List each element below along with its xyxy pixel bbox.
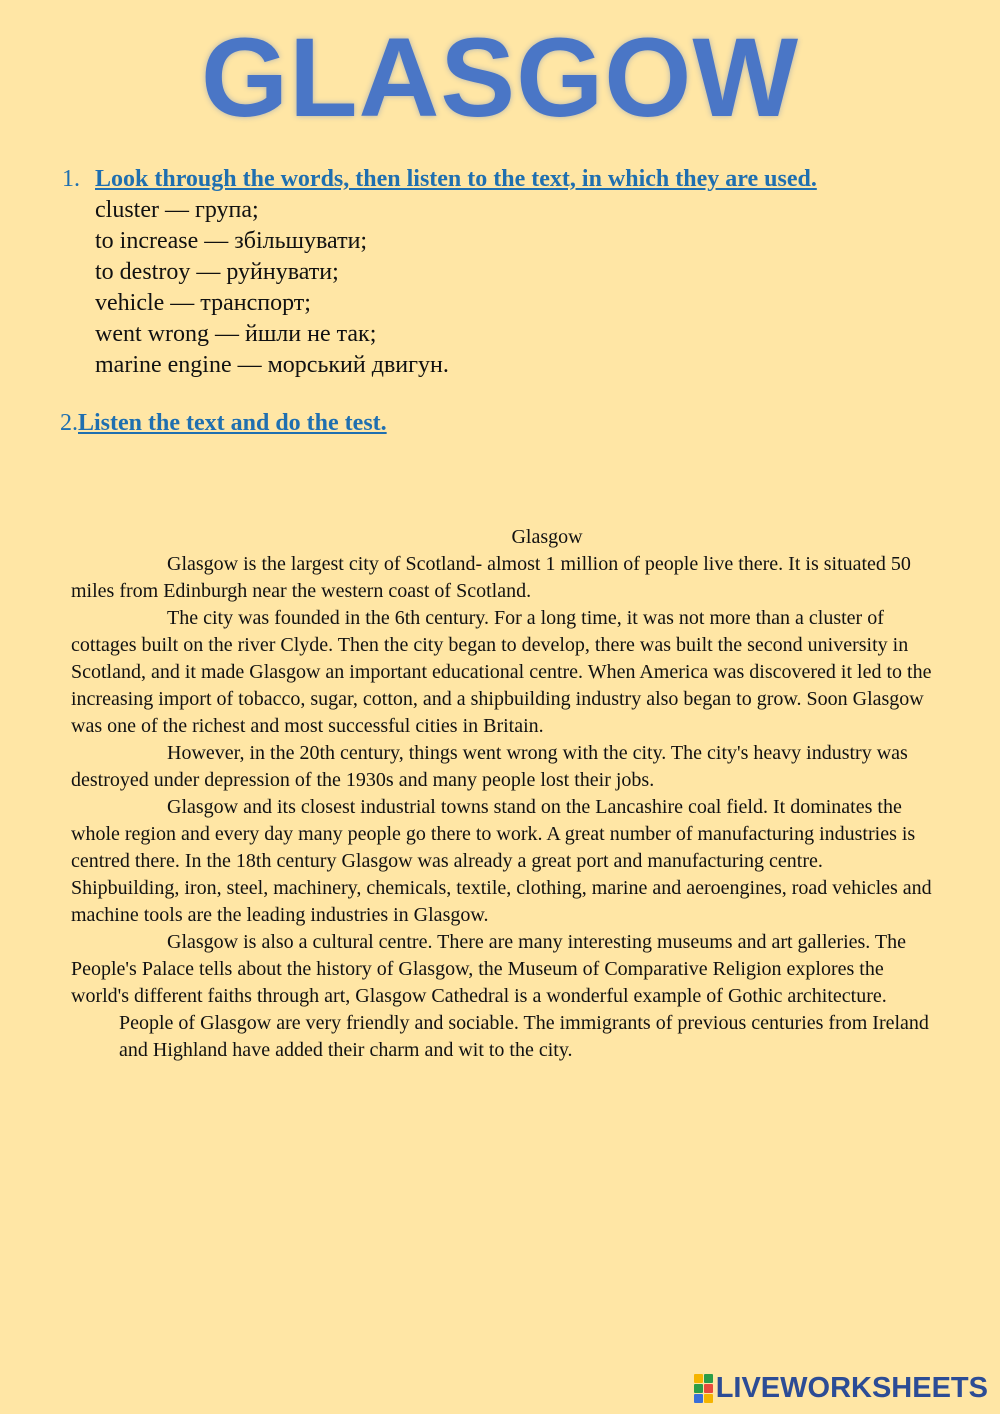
reading-paragraph: People of Glasgow are very friendly and sociable. The immigrants of previous centuries from Ireland and Highland have added their charm and wit to the city. bbox=[119, 1012, 929, 1061]
task-2-instruction-link[interactable]: Listen the text and do the test. bbox=[78, 410, 387, 436]
reading-paragraph: The city was founded in the 6th century. For a long time, it was not more than a cluster of cottages built on the river Clyde. Then the city began to develop, there was built the second university in Scotland, and it made Glasgow an important educational centre. When America was discovered it led to the increasing import of tobacco, sugar, cotton, and a shipbuilding industry also began to grow. Soon Glasgow was one of the richest and most successful cities in Britain. bbox=[71, 607, 932, 737]
task-1 bbox=[62, 164, 817, 381]
reading-text bbox=[71, 551, 933, 1064]
task-2 bbox=[60, 408, 387, 439]
reading-title: Glasgow bbox=[511, 526, 583, 548]
task-1-number: 1. bbox=[62, 166, 80, 192]
logo-square bbox=[694, 1384, 703, 1393]
logo-square bbox=[694, 1374, 703, 1383]
vocabulary-item: marine engine — морський двигун. bbox=[95, 352, 449, 378]
vocabulary-item: went wrong — йшли не так; bbox=[95, 321, 377, 347]
logo-square bbox=[704, 1374, 713, 1383]
task-1-instruction-link[interactable]: Look through the words, then listen to the text, in which they are used. bbox=[95, 166, 817, 192]
logo-square bbox=[704, 1394, 713, 1403]
task-1-heading bbox=[62, 164, 817, 195]
vocabulary-list bbox=[62, 195, 817, 381]
logo-square bbox=[704, 1384, 713, 1393]
logo-square bbox=[694, 1394, 703, 1403]
vocabulary-item: vehicle — транспорт; bbox=[95, 290, 311, 316]
reading-paragraph: Glasgow is the largest city of Scotland- almost 1 million of people live there. It is situated 50 miles from Edinburgh near the western coast of Scotland. bbox=[71, 553, 911, 602]
reading-paragraph: Glasgow is also a cultural centre. There are many interesting museums and art galleries. The People's Palace tells about the history of Glasgow, the Museum of Comparative Religion explores the world's different faiths through art, Glasgow Cathedral is a wonderful example of Gothic architecture. bbox=[71, 931, 907, 1007]
liveworksheets-logo[interactable] bbox=[694, 1372, 988, 1405]
vocabulary-item: cluster — група; bbox=[95, 197, 259, 223]
page-title: GLASGOW bbox=[200, 15, 800, 140]
vocabulary-item: to destroy — руйнувати; bbox=[95, 259, 339, 285]
vocabulary-item: to increase — збільшувати; bbox=[95, 228, 368, 254]
reading-paragraph: However, in the 20th century, things went wrong with the city. The city's heavy industry was destroyed under depression of the 1930s and many people lost their jobs. bbox=[71, 742, 908, 791]
reading-paragraph: Glasgow and its closest industrial towns stand on the Lancashire coal field. It dominates the whole region and every day many people go there to work. A great number of manufacturing industries is centred there. In the 18th century Glasgow was already a great port and manufacturing centre. Shipbuilding, iron, steel, machinery, chemicals, textile, clothing, marine and aeroengines, road vehicles and machine tools are the leading industries in Glasgow. bbox=[71, 796, 932, 926]
liveworksheets-logo-text: LIVEWORKSHEETS bbox=[715, 1372, 988, 1404]
task-2-number: 2. bbox=[60, 410, 78, 436]
liveworksheets-logo-icon bbox=[694, 1374, 713, 1403]
